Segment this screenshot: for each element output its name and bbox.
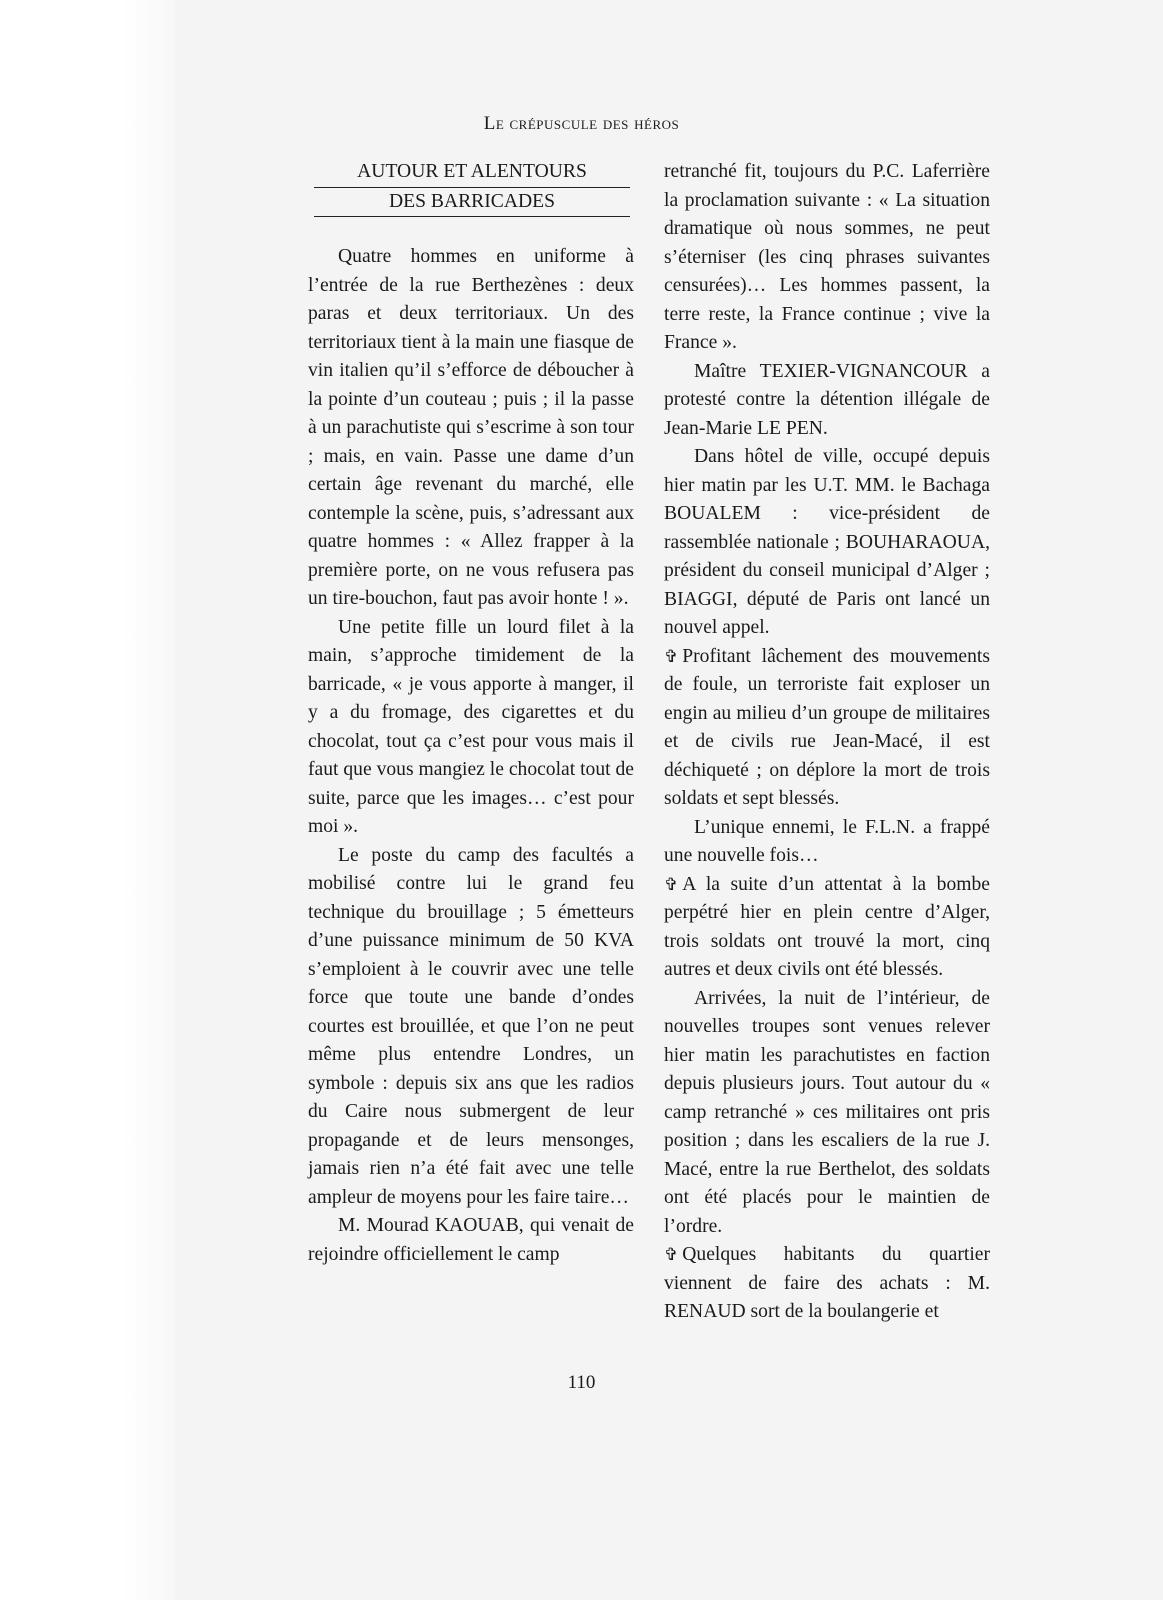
section-title-line-2: DES BARRICADES — [314, 188, 630, 218]
section-title-line-1: AUTOUR ET ALENTOURS — [314, 158, 630, 188]
paragraph: Arrivées, la nuit de l’intérieur, de nouvelles troupes sont venues relever hier matin les parachutistes en faction depuis plusieurs jours. Tout autour du « camp retranché » ces militaires ont pris position ; dans les escaliers de la rue J. Macé, entre la rue Berthelot, des soldats ont été placés pour le maintien de l’ordre. — [664, 987, 990, 1237]
paragraph: Quatre hommes en uniforme à l’entrée de la rue Berthezènes : deux paras et deux territoriaux. Un des territoriaux tient à la main une fiasque de vin italien qu’il s’efforce de déboucher à la pointe d’un couteau ; puis ; il la passe à un parachutiste qui s’escrime à son tour ; mais, en vain. Passe une dame d’un certain âge revenant du marché, elle contemple la scène, puis, s’adressant aux quatre hommes : « Allez frapper à la première porte, on ne vous refusera pas un tire-bouchon, faut pas avoir honte ! ». — [308, 246, 634, 609]
cross-icon: ✞ — [664, 646, 679, 667]
paragraph: retranché fit, toujours du P.C. Laferrière la proclamation suivante : « La situation dramatique où nous sommes, ne peut s’éterniser (les cinq phrases suivantes censurées)… Les hommes passent, la terre reste, la France continue ; vive la France ». — [664, 161, 990, 353]
paragraph: Le poste du camp des facultés a mobilisé contre lui le grand feu technique du brouillage ; 5 émetteurs d’une puissance minimum de 50 KVA s’emploient à le couvrir avec une telle force que toute une bande d’ondes courtes est brouillée, et que l’on ne peut même plus entendre Londres, un symbole : depuis six ans que les radios du Caire nous submergent de leur propagande et de leurs mensonges, jamais rien n’a été fait avec une telle ampleur de moyens pour les faire taire… — [308, 844, 634, 1208]
paragraph-text: A la suite d’un attentat à la bombe perpétré hier en plein centre d’Alger, trois soldats ont trouvé la mort, cinq autres et deux civils ont été blessés. — [664, 873, 990, 980]
running-head: Le crépuscule des héros — [483, 113, 680, 134]
section-title — [308, 158, 634, 217]
paragraph-text: Quelques habitants du quartier viennent de faire des achats : M. RENAUD sort de la boulangerie et — [664, 1244, 990, 1322]
paragraph — [664, 643, 990, 814]
paragraph: Maître TEXIER-VIGNANCOUR a protesté contre la détention illégale de Jean-Marie LE PEN. — [664, 360, 990, 439]
paragraph-text: Profitant lâchement des mouvements de foule, un terroriste fait exploser un engin au milieu d’un groupe de militaires et de civils rue Jean-Macé, il est déchiqueté ; on déplore la mort de trois soldats et sept blessés. — [664, 645, 990, 809]
paragraph — [664, 871, 990, 985]
cross-icon: ✞ — [664, 1245, 679, 1265]
scan-margin-left — [0, 0, 175, 1600]
paragraph: Dans hôtel de ville, occupé depuis hier matin par les U.T. MM. le Bachaga BOUALEM : vice-président de rassemblée nationale ; BOUHARAOUA, président du conseil municipal d’Alger ; BIAGGI, député de Paris ont lancé un nouvel appel. — [664, 446, 990, 638]
paragraph: L’unique ennemi, le F.L.N. a frappé une nouvelle fois… — [664, 816, 990, 866]
page-number: 110 — [567, 1372, 596, 1393]
left-column — [308, 158, 634, 1269]
paragraph: Une petite fille un lourd filet à la main, s’approche timidement de la barricade, « je vous apporte à manger, il y a du fromage, des cigarettes et du chocolat, tout ça c’est pour vous mais il faut que vous mangiez le chocolat tout de suite, parce que les images… c’est pour moi ». — [308, 616, 634, 837]
right-column — [664, 158, 990, 1327]
paragraph — [664, 1241, 990, 1327]
cross-icon: ✞ — [664, 874, 679, 895]
paragraph: M. Mourad KAOUAB, qui venait de rejoindre officiellement le camp — [308, 1215, 634, 1265]
